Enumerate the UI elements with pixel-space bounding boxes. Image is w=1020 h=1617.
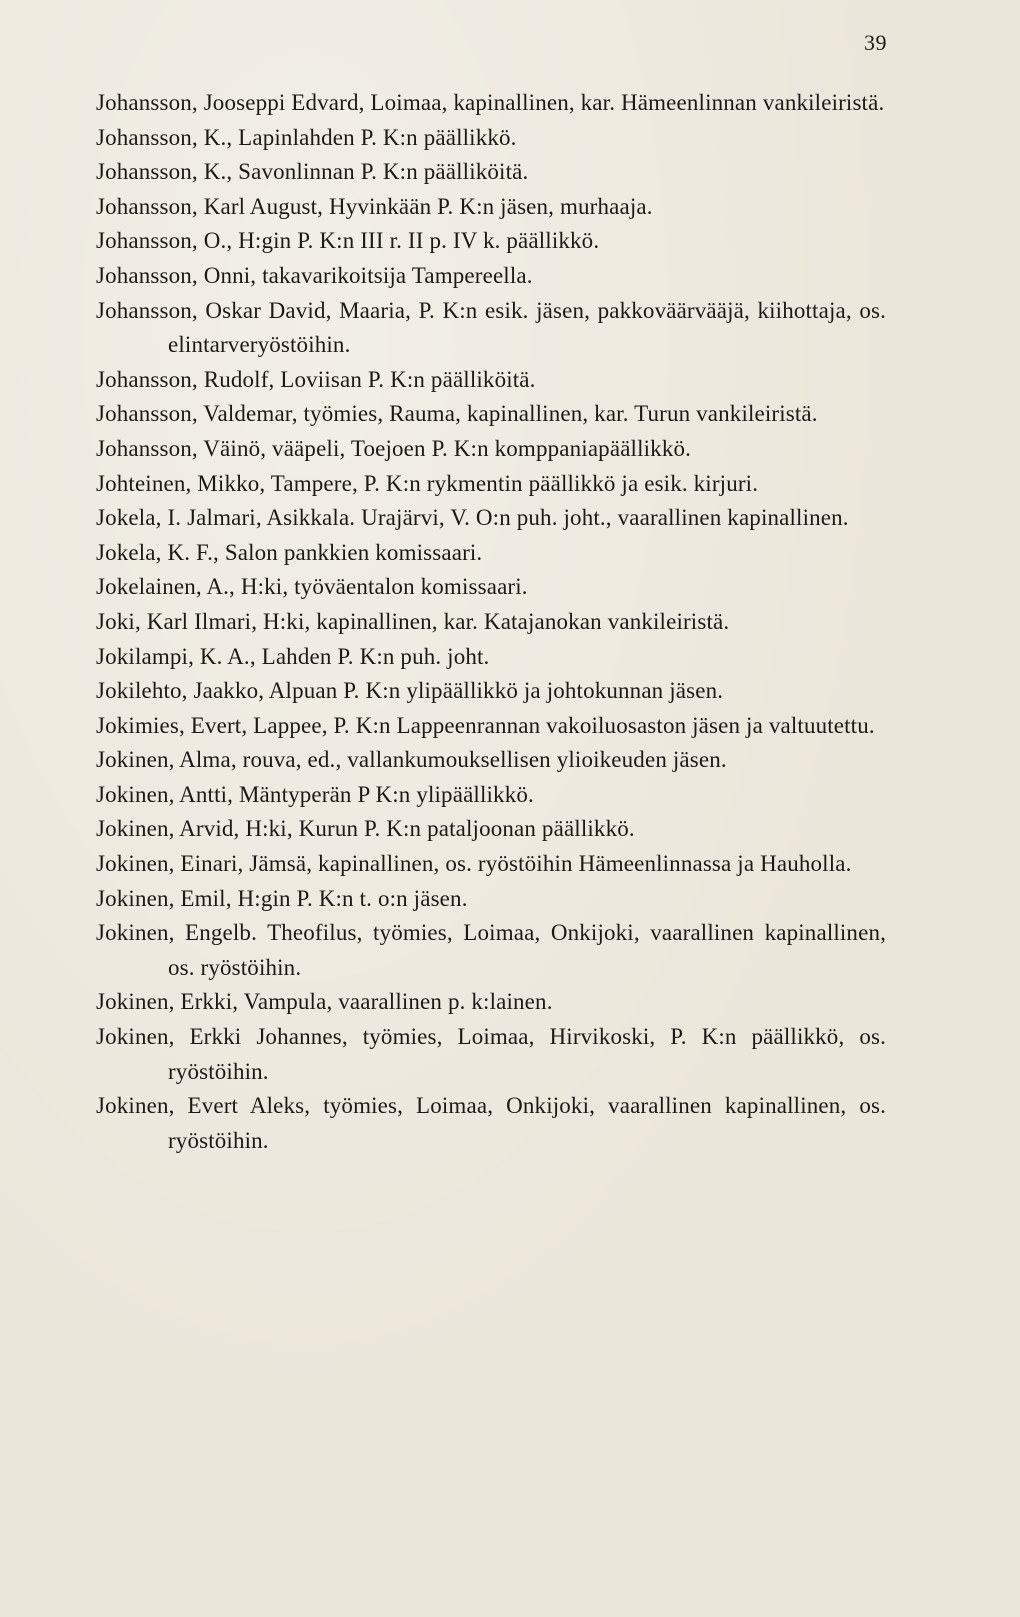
- list-item: Johansson, Väinö, vääpeli, Toejoen P. K:n komppaniapäällikkö.: [96, 435, 692, 461]
- list-item: Johansson, Valdemar, työmies, Rauma, kapinallinen, kar. Turun vankileiristä.: [96, 401, 818, 427]
- list-item: Johteinen, Mikko, Tampere, P. K:n rykmentin päällikkö ja esik. kirjuri.: [96, 470, 759, 496]
- list-item: Jokilampi, K. A., Lahden P. K:n puh. joht.: [96, 643, 490, 669]
- list-item: Johansson, Oskar David, Maaria, P. K:n esik. jäsen, pakkoväärvääjä, kiihottaja, os. elintarveryöstöihin.: [96, 297, 886, 358]
- list-item: Jokimies, Evert, Lappee, P. K:n Lappeenrannan vakoiluosaston jäsen ja valtuutettu.: [96, 712, 875, 738]
- list-item: Jokela, K. F., Salon pankkien komissaari.: [96, 539, 483, 565]
- list-item: Jokinen, Antti, Mäntyperän P K:n ylipäällikkö.: [96, 781, 534, 807]
- list-item: Jokinen, Erkki, Vampula, vaarallinen p. k:lainen.: [96, 989, 553, 1015]
- list-item: Jokinen, Engelb. Theofilus, työmies, Loimaa, Onkijoki, vaarallinen kapinallinen, os. ryöstöihin.: [96, 920, 886, 980]
- list-item: Jokinen, Erkki Johannes, työmies, Loimaa, Hirvikoski, P. K:n päällikkö, os. ryöstöihin.: [96, 1024, 886, 1084]
- list-item: Johansson, O., H:gin P. K:n III r. II p. IV k. päällikkö.: [96, 228, 600, 254]
- entry-list: [96, 86, 886, 1158]
- list-item: Johansson, Onni, takavarikoitsija Tampereella.: [96, 262, 533, 288]
- list-item: Jokinen, Alma, rouva, ed., vallankumouksellisen ylioikeuden jäsen.: [96, 747, 727, 773]
- list-item: Jokinen, Evert Aleks, työmies, Loimaa, Onkijoki, vaarallinen kapinallinen, os. ryöstöihin.: [96, 1093, 886, 1153]
- list-item: Joki, Karl Ilmari, H:ki, kapinallinen, kar. Katajanokan vankileiristä.: [96, 608, 730, 634]
- list-item: Johansson, Rudolf, Loviisan P. K:n päälliköitä.: [96, 366, 536, 392]
- list-item: Jokela, I. Jalmari, Asikkala. Urajärvi, V. O:n puh. joht., vaarallinen kapinallinen.: [96, 505, 849, 531]
- list-item: Johansson, K., Savonlinnan P. K:n päälliköitä.: [96, 159, 529, 185]
- page-number: 39: [864, 30, 887, 55]
- list-item: Johansson, Jooseppi Edvard, Loimaa, kapinallinen, kar. Hämeenlinnan vankileiristä.: [96, 90, 885, 115]
- list-item: Jokinen, Einari, Jämsä, kapinallinen, os. ryöstöihin Hämeenlinnassa ja Hauholla.: [96, 851, 852, 877]
- list-item: Johansson, K., Lapinlahden P. K:n päällikkö.: [96, 124, 517, 150]
- list-item: Jokinen, Emil, H:gin P. K:n t. o:n jäsen.: [96, 885, 468, 911]
- list-item: Jokinen, Arvid, H:ki, Kurun P. K:n pataljoonan päällikkö.: [96, 816, 635, 842]
- list-item: Jokilehto, Jaakko, Alpuan P. K:n ylipäällikkö ja johtokunnan jäsen.: [96, 678, 724, 704]
- list-item: Jokelainen, A., H:ki, työväentalon komissaari.: [96, 574, 528, 600]
- list-item: Johansson, Karl August, Hyvinkään P. K:n jäsen, murhaaja.: [96, 193, 653, 219]
